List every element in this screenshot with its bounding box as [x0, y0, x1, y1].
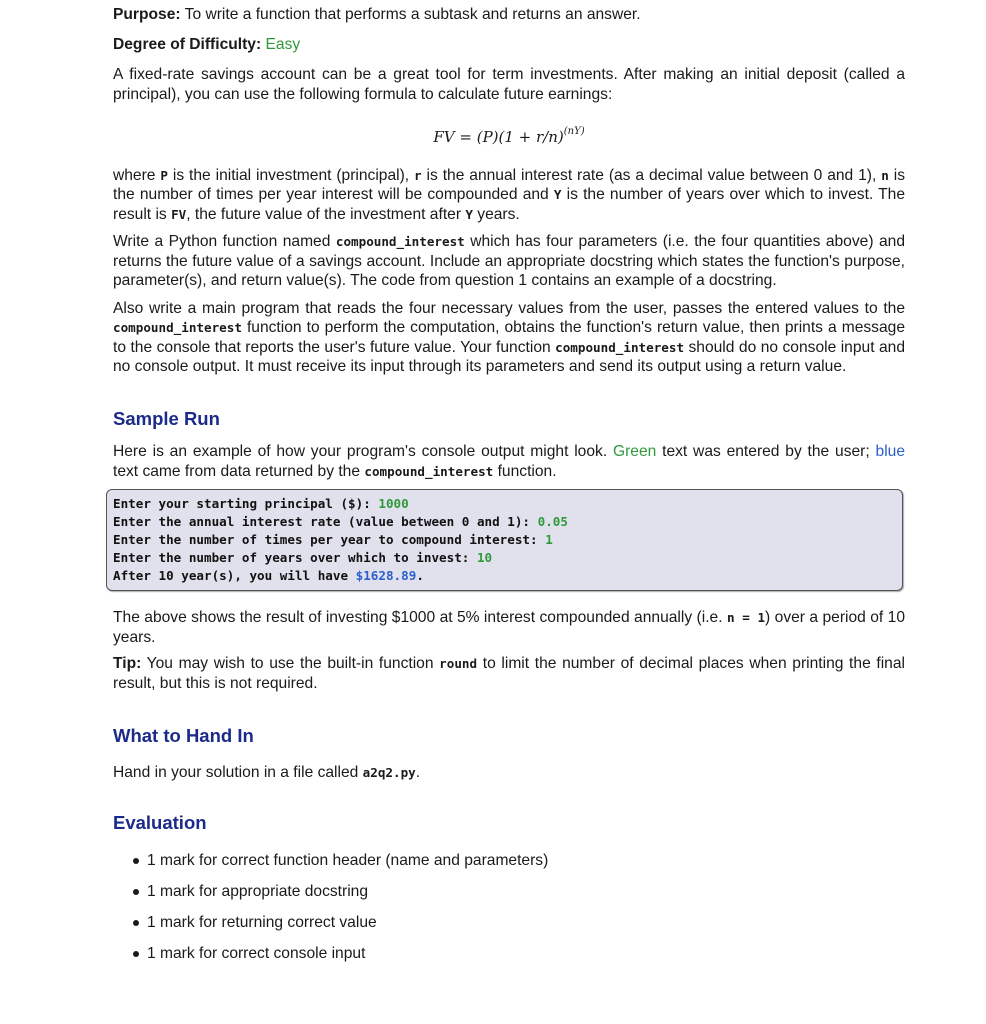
- purpose-text: To write a function that performs a subtask and returns an answer.: [184, 6, 641, 23]
- console-prompt: Enter your starting principal ($):: [113, 496, 379, 511]
- difficulty-value: Easy: [265, 35, 301, 53]
- formula-exponent: (nY): [563, 126, 585, 137]
- variables-paragraph: [113, 166, 905, 225]
- tip-paragraph: [113, 654, 905, 693]
- text-span: where: [113, 166, 161, 184]
- text-span: years.: [472, 205, 520, 223]
- tip-label: Tip:: [113, 655, 142, 672]
- future-value-formula: [113, 124, 905, 148]
- bullet-icon: [133, 858, 139, 864]
- list-item-text: 1 mark for returning correct value: [147, 913, 377, 931]
- var-p: P: [160, 167, 168, 183]
- text-span: Here is an example of how your program's console output might look.: [113, 443, 613, 460]
- main-program-paragraph: [113, 299, 905, 377]
- console-result-text: .: [416, 568, 424, 583]
- list-item: [113, 913, 905, 944]
- list-item-text: 1 mark for correct function header (name and parameters): [147, 851, 549, 869]
- list-item: [113, 882, 905, 913]
- sample-console-output: [106, 489, 903, 591]
- text-span: is the initial investment (principal),: [167, 166, 415, 184]
- intro-paragraph: A fixed-rate savings account can be a great tool for term investments. After making an initial deposit (called a principal), you can use the following formula to calculate future earnings:: [113, 66, 905, 103]
- evaluation-heading: Evaluation: [113, 812, 207, 833]
- difficulty-line: [113, 35, 905, 55]
- console-line: [113, 513, 896, 531]
- text-span: which has four parameters (i.e. the four quantities above) and returns the future value of a savings account. Include an appropriate docstring which states the function's purpose, parameter(s), and return value(s). The code from question 1 contains an example of a docstring.: [113, 233, 905, 289]
- var-r: r: [414, 167, 422, 183]
- purpose-label: Purpose:: [113, 6, 181, 23]
- inline-code: round: [439, 656, 478, 671]
- text-span: text was entered by the user;: [656, 443, 876, 460]
- console-result-text: After 10 year(s), you will have: [113, 568, 356, 583]
- list-item-text: 1 mark for correct console input: [147, 944, 366, 962]
- console-user-input: 10: [476, 550, 493, 565]
- text-span: , the future value of the investment after: [186, 205, 466, 223]
- console-prompt: Enter the number of years over which to invest:: [113, 550, 477, 565]
- var-n: n: [881, 167, 889, 183]
- sample-run-heading: Sample Run: [113, 407, 220, 429]
- inline-code: n = 1: [726, 610, 766, 625]
- document-body: [113, 5, 905, 975]
- text-span: Write a Python function named: [113, 233, 336, 250]
- text-span: function.: [493, 462, 557, 480]
- console-result-value: $1628.89: [355, 568, 417, 583]
- bullet-icon: [133, 889, 139, 895]
- list-item: [113, 944, 905, 975]
- result-explanation: [113, 608, 905, 647]
- var-y: Y: [553, 187, 562, 202]
- list-item-text: 1 mark for appropriate docstring: [147, 882, 369, 900]
- function-task-paragraph: [113, 232, 905, 291]
- console-prompt: Enter the number of times per year to compound interest:: [113, 532, 546, 547]
- text-span: is the number of times per year interest will be compounded and: [113, 166, 905, 203]
- blue-word: blue: [875, 443, 905, 460]
- var-y: Y: [465, 206, 473, 222]
- text-span: ) over a period of 10 years.: [113, 609, 905, 646]
- text-span: .: [415, 763, 421, 781]
- list-item: [113, 851, 905, 882]
- console-line: [113, 495, 896, 513]
- bullet-icon: [133, 951, 139, 957]
- function-name: compound_interest: [335, 234, 465, 249]
- text-span: You may wish to use the built-in function: [141, 655, 440, 672]
- filename: a2q2.py: [362, 764, 416, 780]
- text-span: text came from data returned by the: [113, 462, 365, 480]
- text-span: function to perform the computation, obtains the function's return value, then prints a message to the console that reports the user's future value. Your function: [113, 319, 905, 356]
- text-span: Also write a main program that reads the four necessary values from the user, passes the entered values to the: [113, 299, 905, 317]
- bullet-icon: [133, 920, 139, 926]
- hand-in-text: [113, 763, 905, 783]
- function-name: compound_interest: [113, 320, 242, 335]
- text-span: is the annual interest rate (as a decimal value between 0 and 1),: [421, 166, 882, 184]
- green-word: Green: [612, 443, 657, 460]
- purpose-line: [113, 5, 905, 25]
- formula-base: FV = (P)(1 + r/n): [433, 128, 564, 146]
- console-user-input: 1000: [378, 496, 409, 511]
- sample-run-description: [113, 442, 905, 481]
- console-line: [113, 567, 896, 585]
- text-span: to limit the number of decimal places when printing the final result, but this is not required.: [113, 655, 905, 692]
- function-name: compound_interest: [364, 463, 494, 479]
- var-fv: FV: [171, 206, 187, 222]
- evaluation-list: [113, 851, 905, 975]
- text-span: The above shows the result of investing $1000 at 5% interest compounded annually (i.e.: [113, 609, 727, 626]
- console-line: [113, 531, 896, 549]
- text-span: should do no console input and no console output. It must receive its input through its parameters and send its output using a return value.: [113, 338, 905, 375]
- text-span: is the number of years over which to invest. The result is: [113, 186, 905, 223]
- console-user-input: 0.05: [537, 514, 568, 529]
- function-name: compound_interest: [555, 339, 685, 355]
- console-user-input: 1: [545, 532, 553, 547]
- difficulty-label: Degree of Difficulty:: [113, 35, 262, 53]
- hand-in-heading: What to Hand In: [113, 725, 254, 746]
- text-span: Hand in your solution in a file called: [113, 763, 363, 781]
- console-prompt: Enter the annual interest rate (value between 0 and 1):: [113, 514, 538, 529]
- console-line: [113, 549, 896, 567]
